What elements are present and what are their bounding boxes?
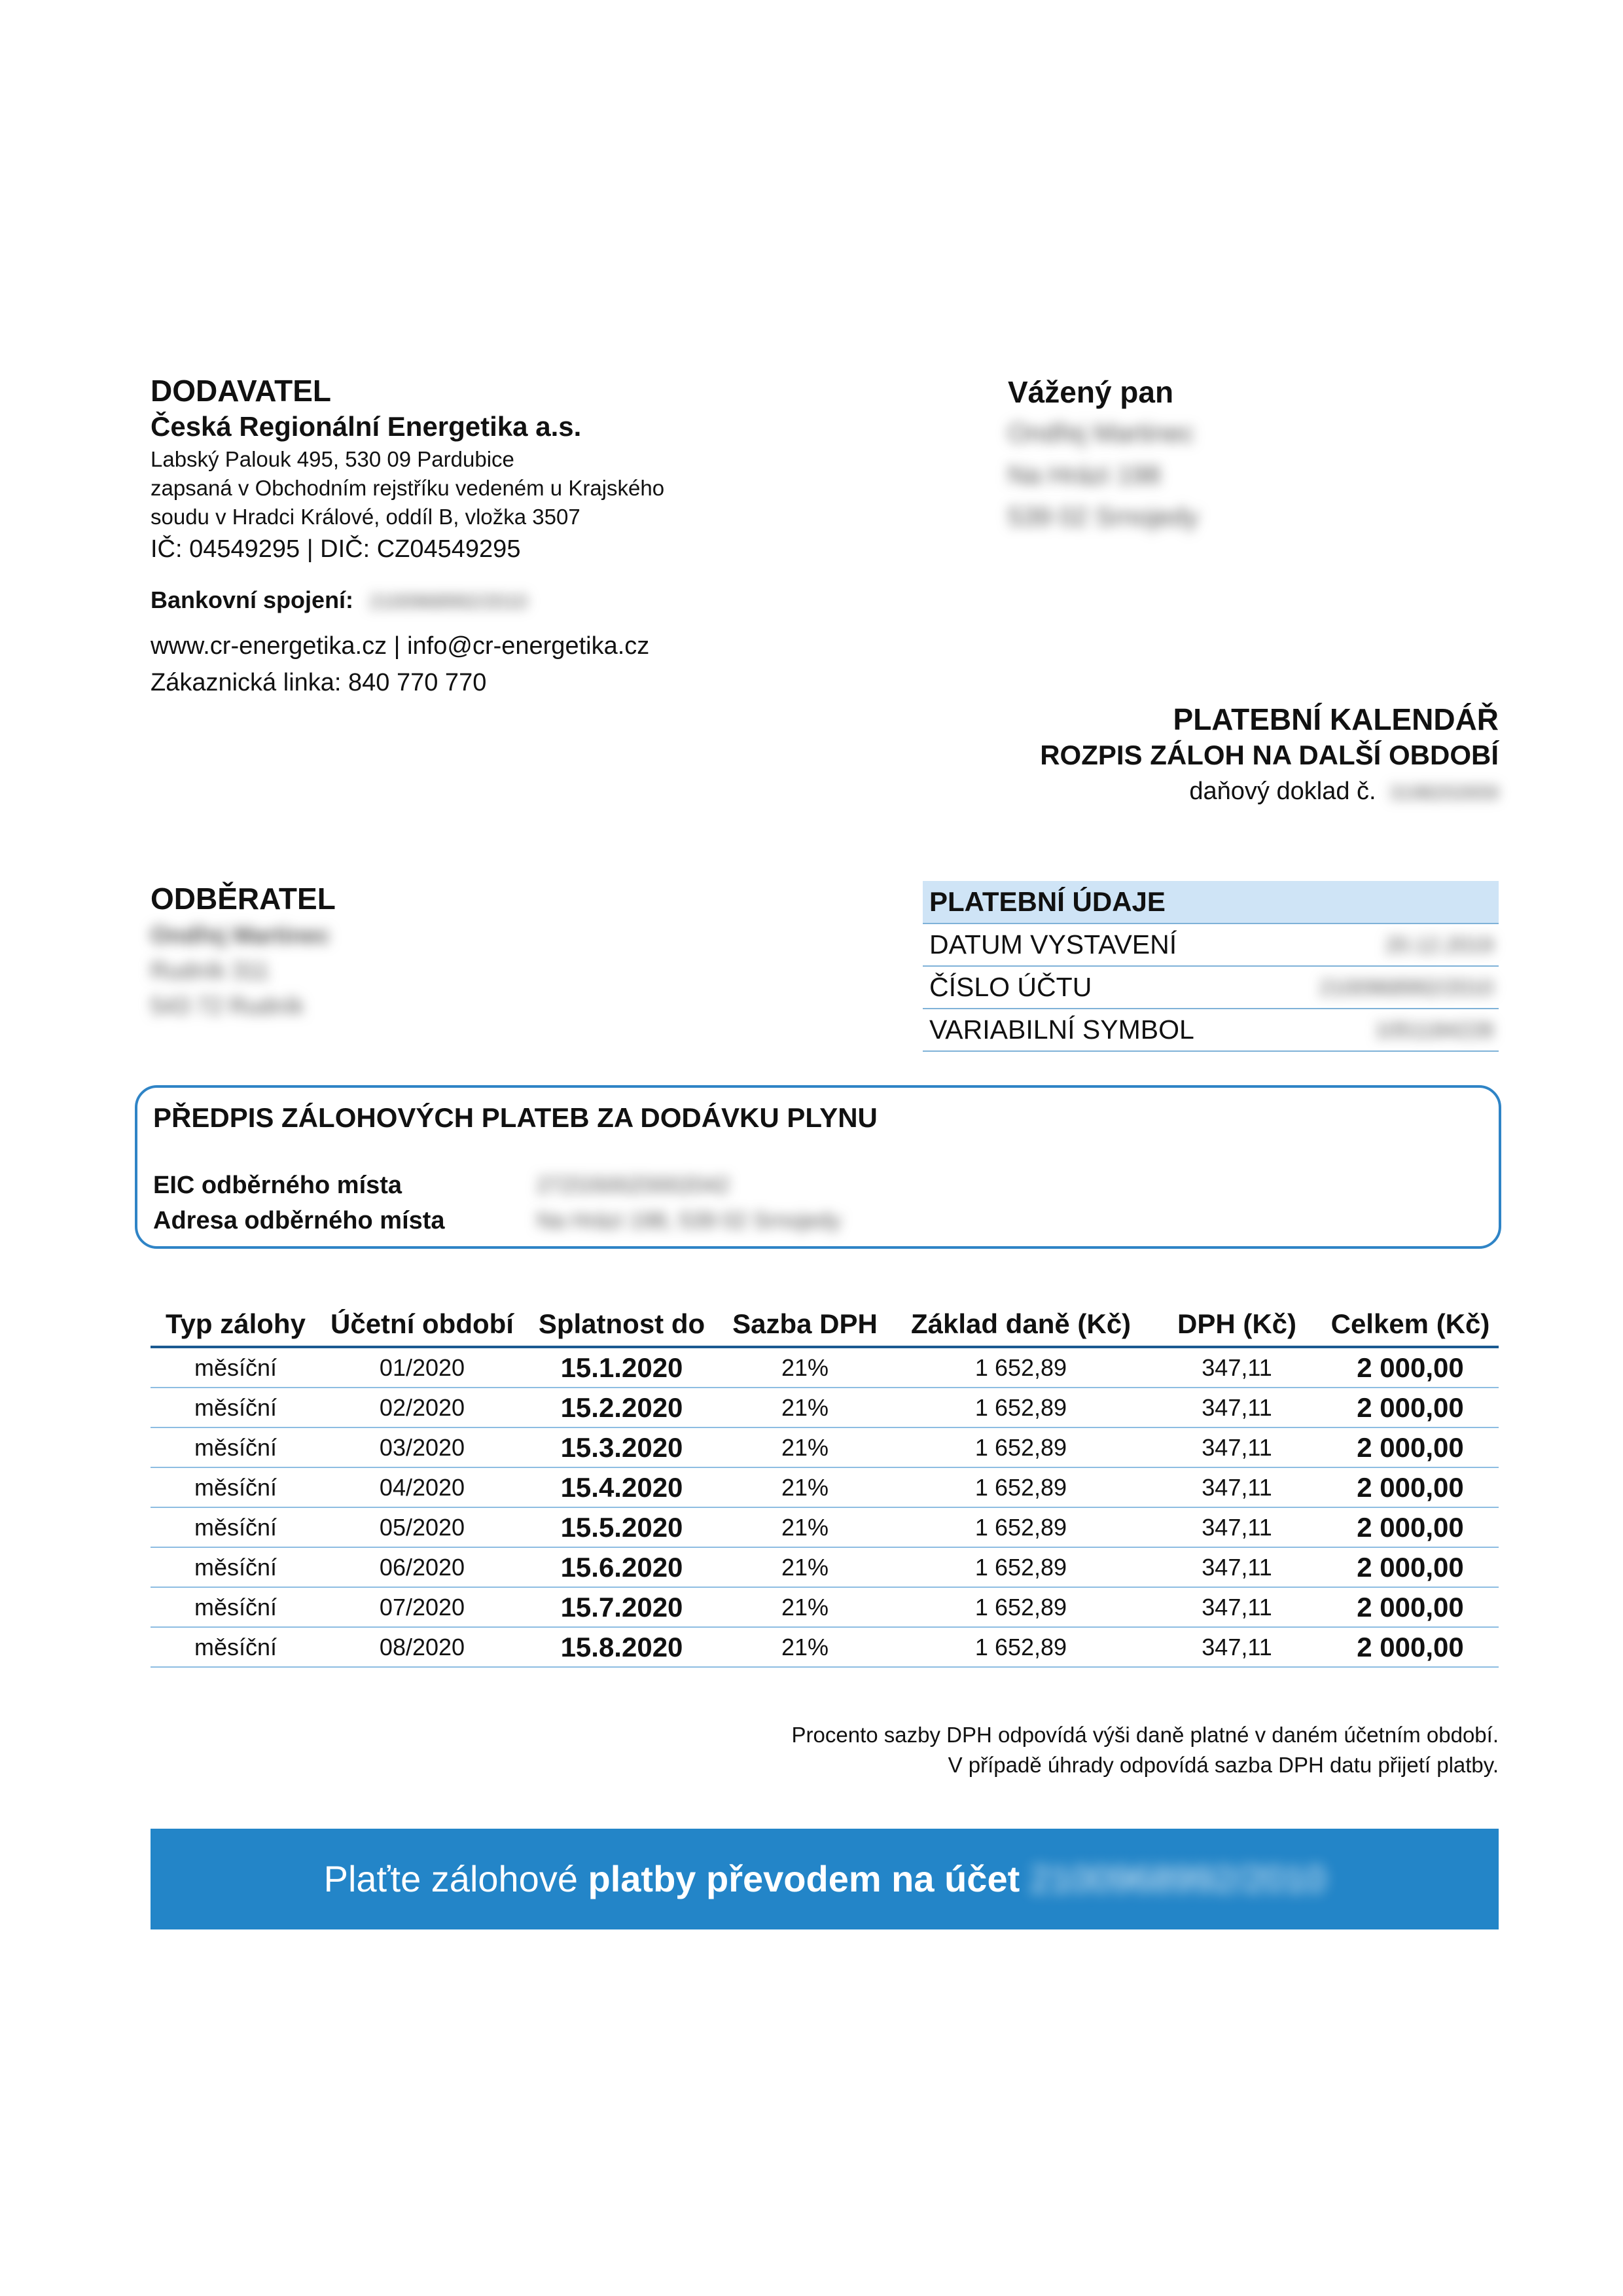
table-cell: 347,11 xyxy=(1152,1467,1322,1507)
banner-account-number: 2100968992/2010 xyxy=(1029,1858,1326,1899)
table-cell: 2 000,00 xyxy=(1322,1347,1499,1388)
table-cell: 05/2020 xyxy=(321,1507,524,1547)
column-header: Základ daně (Kč) xyxy=(890,1302,1152,1347)
table-cell: měsíční xyxy=(151,1627,321,1667)
table-row xyxy=(151,1467,1499,1507)
table-cell: 1 652,89 xyxy=(890,1547,1152,1587)
payment-row-value: 1051184228 xyxy=(1374,1018,1493,1042)
column-header: Celkem (Kč) xyxy=(1322,1302,1499,1347)
table-header-row xyxy=(151,1302,1499,1347)
supplier-ids: IČ: 04549295 | DIČ: CZ04549295 xyxy=(151,535,521,563)
table-row xyxy=(151,1547,1499,1587)
table-cell: 01/2020 xyxy=(321,1347,524,1388)
payment-row-label: VARIABILNÍ SYMBOL xyxy=(929,1014,1194,1045)
table-row xyxy=(151,1347,1499,1388)
customer-city: 543 72 Rudník xyxy=(151,992,304,1019)
table-cell: měsíční xyxy=(151,1547,321,1587)
table-cell: 1 652,89 xyxy=(890,1587,1152,1627)
column-header: DPH (Kč) xyxy=(1152,1302,1322,1347)
recipient-greeting: Vážený pan xyxy=(1008,375,1174,409)
table-row xyxy=(151,1388,1499,1427)
table-row xyxy=(151,1627,1499,1667)
table-cell: 21% xyxy=(720,1388,890,1427)
customer-street: Rudník 311 xyxy=(151,957,270,984)
document-title: PLATEBNÍ KALENDÁŘ xyxy=(1173,702,1499,736)
table-cell: 1 652,89 xyxy=(890,1388,1152,1427)
table-cell: 15.8.2020 xyxy=(524,1627,720,1667)
payment-row-value: 2100968992/2010 xyxy=(1319,975,1493,999)
table-cell: 08/2020 xyxy=(321,1627,524,1667)
recipient-name: Ondřej Martinec xyxy=(1008,419,1194,448)
table-body xyxy=(151,1347,1499,1667)
vat-note-line-2: V případě úhrady odpovídá sazba DPH datu přijetí platby. xyxy=(948,1753,1499,1777)
banner-text-bold: platby převodem na účet xyxy=(588,1858,1020,1899)
bank-connection xyxy=(151,583,527,620)
table-cell: měsíční xyxy=(151,1347,321,1388)
table-cell: měsíční xyxy=(151,1507,321,1547)
column-header: Sazba DPH xyxy=(720,1302,890,1347)
tax-document-number xyxy=(1189,778,1499,806)
table-cell: měsíční xyxy=(151,1427,321,1467)
supplier-name: Česká Regionální Energetika a.s. xyxy=(151,411,582,442)
table-cell: 03/2020 xyxy=(321,1427,524,1467)
table-cell: 02/2020 xyxy=(321,1388,524,1427)
table-cell: 2 000,00 xyxy=(1322,1547,1499,1587)
recipient-street: Na Hrázi 198 xyxy=(1008,461,1161,490)
payment-banner xyxy=(151,1829,1499,1929)
vat-notes xyxy=(792,1720,1499,1780)
table-cell: 2 000,00 xyxy=(1322,1587,1499,1627)
prescription-box xyxy=(135,1085,1501,1249)
table-cell: 347,11 xyxy=(1152,1388,1322,1427)
customer-name: Ondřej Martinec xyxy=(151,922,330,948)
payment-row-account-number xyxy=(923,967,1499,1009)
recipient-city: 539 02 Srnojedy xyxy=(1008,503,1199,531)
table-row xyxy=(151,1427,1499,1467)
tax-document-label: daňový doklad č. xyxy=(1189,778,1376,805)
table-cell: 2 000,00 xyxy=(1322,1467,1499,1507)
table-cell: 1 652,89 xyxy=(890,1507,1152,1547)
table-cell: 21% xyxy=(720,1587,890,1627)
table-cell: 1 652,89 xyxy=(890,1347,1152,1388)
table-cell: 2 000,00 xyxy=(1322,1427,1499,1467)
table-cell: 21% xyxy=(720,1427,890,1467)
prescription-title: PŘEDPIS ZÁLOHOVÝCH PLATEB ZA DODÁVKU PLYNU xyxy=(153,1102,878,1133)
table-cell: 21% xyxy=(720,1467,890,1507)
tax-document-value: 3198202659 xyxy=(1389,782,1499,804)
supplier-register-line-2: soudu v Hradci Králové, oddíl B, vložka 3507 xyxy=(151,505,580,529)
eic-value: 27ZG500Z0002042 xyxy=(537,1173,730,1198)
table-cell: 07/2020 xyxy=(321,1587,524,1627)
payment-row-label: DATUM VYSTAVENÍ xyxy=(929,929,1177,960)
table-cell: 15.6.2020 xyxy=(524,1547,720,1587)
table-cell: 15.3.2020 xyxy=(524,1427,720,1467)
eic-label: EIC odběrného místa xyxy=(153,1172,402,1199)
table-cell: 1 652,89 xyxy=(890,1427,1152,1467)
column-header: Účetní období xyxy=(321,1302,524,1347)
payment-row-variable-symbol xyxy=(923,1009,1499,1052)
table-cell: 15.7.2020 xyxy=(524,1587,720,1627)
supplier-heading: DODAVATEL xyxy=(151,374,331,408)
bank-account-value: 2100968992/2010 xyxy=(369,591,527,613)
payment-details-box xyxy=(923,881,1499,1052)
table-cell: 1 652,89 xyxy=(890,1627,1152,1667)
table-cell: 15.1.2020 xyxy=(524,1347,720,1388)
table-cell: 15.4.2020 xyxy=(524,1467,720,1507)
payment-row-value: 20.12.2019 xyxy=(1385,933,1493,957)
table-cell: 347,11 xyxy=(1152,1347,1322,1388)
table-cell: 1 652,89 xyxy=(890,1467,1152,1507)
supplier-register-line-1: zapsaná v Obchodním rejstříku vedeném u Krajského xyxy=(151,476,665,500)
banner-text-normal: Plaťte zálohové xyxy=(323,1858,588,1899)
supplier-web-email: www.cr-energetika.cz | info@cr-energetika.cz xyxy=(151,632,650,660)
table-cell: 347,11 xyxy=(1152,1547,1322,1587)
table-cell: 15.5.2020 xyxy=(524,1507,720,1547)
document-subtitle: ROZPIS ZÁLOH NA DALŠÍ OBDOBÍ xyxy=(1040,740,1499,770)
supplier-hotline: Zákaznická linka: 840 770 770 xyxy=(151,669,487,696)
table-cell: 347,11 xyxy=(1152,1427,1322,1467)
payment-details-heading: PLATEBNÍ ÚDAJE xyxy=(923,881,1499,924)
table-cell: 21% xyxy=(720,1547,890,1587)
table-cell: 21% xyxy=(720,1507,890,1547)
delivery-address-value: Na Hrázi 198, 539 02 Srnojedy xyxy=(537,1208,841,1233)
table-cell: 21% xyxy=(720,1347,890,1388)
table-cell: 347,11 xyxy=(1152,1627,1322,1667)
table-cell: 06/2020 xyxy=(321,1547,524,1587)
column-header: Splatnost do xyxy=(524,1302,720,1347)
table-row xyxy=(151,1507,1499,1547)
table-cell: 15.2.2020 xyxy=(524,1388,720,1427)
table-cell: 2 000,00 xyxy=(1322,1507,1499,1547)
table-row xyxy=(151,1587,1499,1627)
table-cell: 2 000,00 xyxy=(1322,1388,1499,1427)
payment-row-issue-date xyxy=(923,924,1499,967)
table-cell: 347,11 xyxy=(1152,1587,1322,1627)
table-cell: 347,11 xyxy=(1152,1507,1322,1547)
column-header: Typ zálohy xyxy=(151,1302,321,1347)
table-cell: 21% xyxy=(720,1627,890,1667)
supplier-address: Labský Palouk 495, 530 09 Pardubice xyxy=(151,447,514,471)
table-cell: 2 000,00 xyxy=(1322,1627,1499,1667)
table-cell: 04/2020 xyxy=(321,1467,524,1507)
table-cell: měsíční xyxy=(151,1467,321,1507)
payment-row-label: ČÍSLO ÚČTU xyxy=(929,972,1092,1002)
vat-note-line-1: Procento sazby DPH odpovídá výši daně platné v daném účetním období. xyxy=(791,1723,1499,1747)
bank-label: Bankovní spojení: xyxy=(151,586,354,613)
table-cell: měsíční xyxy=(151,1587,321,1627)
delivery-address-label: Adresa odběrného místa xyxy=(153,1207,445,1234)
customer-heading: ODBĚRATEL xyxy=(151,882,336,916)
table-cell: měsíční xyxy=(151,1388,321,1427)
payment-schedule-table xyxy=(151,1302,1499,1668)
